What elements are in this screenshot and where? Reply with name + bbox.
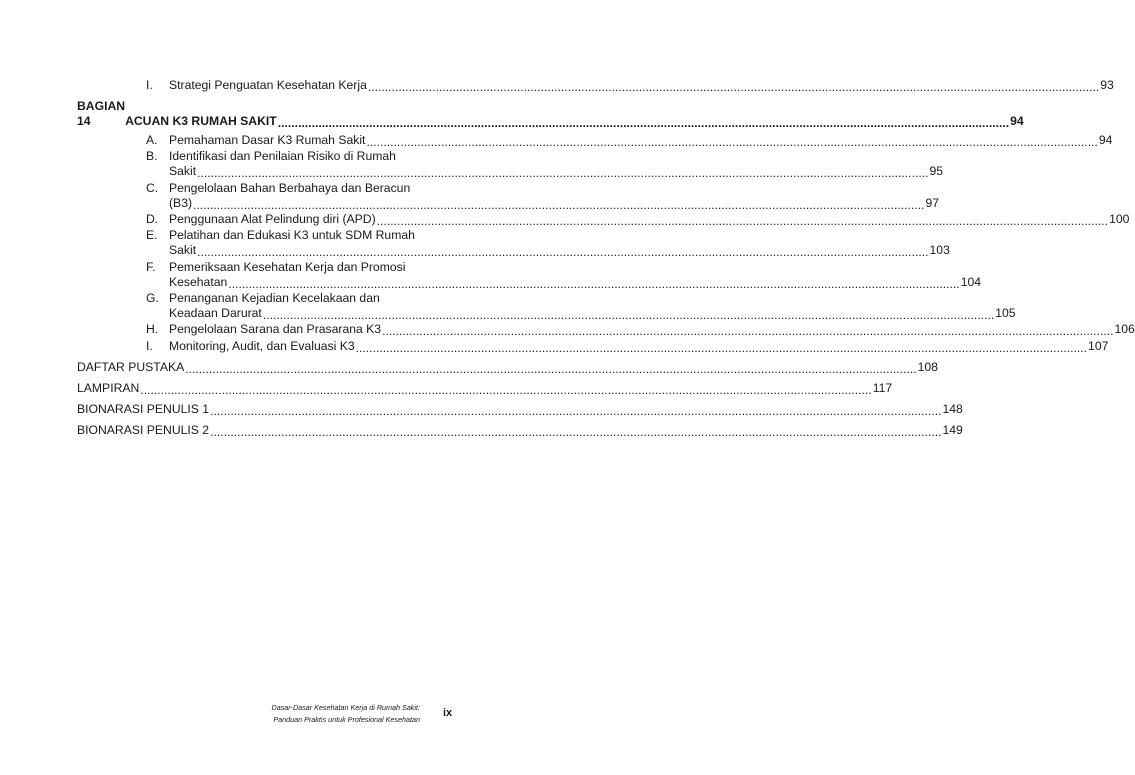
toc-subitem-label-line: Monitoring, Audit, dan Evaluasi K3 bbox=[169, 338, 355, 353]
toc-subitem-letter: F. bbox=[146, 259, 156, 274]
toc-subitem-label-line: Pemahaman Dasar K3 Rumah Sakit bbox=[169, 133, 366, 147]
leader-dots bbox=[368, 81, 1099, 93]
chapter-title: ACUAN K3 RUMAH SAKIT bbox=[125, 114, 277, 128]
toc-item-label: Strategi Penguatan Kesehatan Kerja bbox=[169, 78, 367, 92]
toc-subitem[interactable] bbox=[77, 291, 1016, 321]
toc-subitem-page: 94 bbox=[1098, 133, 1113, 147]
toc-subitem-label-line: Pengelolaan Sarana dan Prasarana K3 bbox=[169, 322, 382, 337]
leader-dots bbox=[193, 199, 924, 211]
leader-dots bbox=[366, 136, 1097, 148]
leader-dots bbox=[140, 384, 871, 396]
toc-item-letter: I. bbox=[146, 78, 153, 92]
table-of-contents bbox=[77, 78, 1135, 438]
toc-subitem[interactable] bbox=[77, 212, 1130, 227]
toc-subitem[interactable] bbox=[77, 322, 1135, 337]
leader-dots bbox=[210, 405, 941, 417]
leader-dots bbox=[382, 325, 1113, 337]
leader-dots bbox=[278, 117, 1009, 129]
footer-line-2: Panduan Praktis untuk Profesional Kesehatan bbox=[273, 715, 420, 724]
leader-dots bbox=[197, 246, 928, 258]
toc-subitem-page: 105 bbox=[995, 306, 1016, 321]
toc-subitem[interactable] bbox=[77, 133, 1113, 148]
toc-chapter-14[interactable] bbox=[77, 99, 1024, 129]
toc-subitem[interactable] bbox=[77, 180, 939, 211]
toc-back-item[interactable] bbox=[77, 401, 963, 417]
toc-back-matter bbox=[77, 359, 963, 438]
toc-subitem-page: 106 bbox=[1114, 322, 1135, 337]
toc-back-page: 117 bbox=[872, 380, 893, 395]
leader-dots bbox=[377, 215, 1108, 227]
toc-subitem-label-line: Penanganan Kejadian Kecelakaan dan bbox=[169, 291, 380, 306]
toc-back-label: BIONARASI PENULIS 1 bbox=[77, 401, 210, 416]
toc-back-item[interactable] bbox=[77, 422, 963, 438]
toc-subitem-label-line: Pemeriksaan Kesehatan Kerja dan Promosi bbox=[169, 259, 406, 274]
toc-subitem-page: 100 bbox=[1109, 212, 1130, 227]
page-number: ix bbox=[443, 707, 453, 719]
footer-line-1: Dasar-Dasar Kesehatan Kerja di Rumah Sakit: bbox=[271, 703, 420, 712]
toc-subitem[interactable] bbox=[77, 338, 1109, 354]
toc-back-label: DAFTAR PUSTAKA bbox=[77, 359, 185, 374]
toc-back-label: BIONARASI PENULIS 2 bbox=[77, 422, 210, 437]
toc-subitem-label-line: Kesehatan bbox=[169, 274, 228, 289]
toc-subitem-letter: B. bbox=[146, 149, 158, 164]
leader-dots bbox=[356, 342, 1087, 354]
toc-subitem[interactable] bbox=[77, 149, 944, 179]
toc-subitem-letter: I. bbox=[146, 338, 153, 353]
toc-back-page: 148 bbox=[942, 401, 963, 416]
toc-back-item[interactable] bbox=[77, 359, 938, 375]
toc-subitem-letter: A. bbox=[146, 133, 158, 147]
toc-subitem-letter: H. bbox=[146, 322, 159, 337]
toc-back-page: 108 bbox=[917, 359, 938, 374]
toc-subitem-label-line: Pelatihan dan Edukasi K3 untuk SDM Rumah bbox=[169, 228, 415, 243]
toc-subitem-label-line: Sakit bbox=[169, 243, 197, 258]
toc-subitem-letter: D. bbox=[146, 212, 159, 227]
toc-subitem-label-line: Identifikasi dan Penilaian Risiko di Rumah bbox=[169, 149, 396, 164]
leader-dots bbox=[197, 167, 928, 179]
toc-subitem-letter: G. bbox=[146, 291, 159, 306]
toc-subitem-letter: E. bbox=[146, 228, 158, 243]
toc-subitem[interactable] bbox=[77, 228, 950, 258]
leader-dots bbox=[210, 426, 941, 438]
toc-subitem-page: 107 bbox=[1088, 338, 1109, 353]
toc-subitem-label-line: Sakit bbox=[169, 164, 197, 179]
leader-dots bbox=[228, 278, 959, 290]
toc-back-page: 149 bbox=[942, 422, 963, 437]
toc-subitem-page: 103 bbox=[929, 243, 950, 258]
toc-back-label: LAMPIRAN bbox=[77, 380, 140, 395]
toc-subitem-page: 95 bbox=[929, 164, 944, 179]
toc-subitem-label-line: Penggunaan Alat Pelindung diri (APD) bbox=[169, 212, 376, 227]
leader-dots bbox=[263, 309, 994, 321]
toc-subitem-page: 104 bbox=[960, 274, 982, 289]
toc-item-page: 93 bbox=[1100, 78, 1114, 92]
toc-back-item[interactable] bbox=[77, 380, 893, 396]
running-footer bbox=[230, 702, 420, 726]
toc-subitem-page: 97 bbox=[925, 195, 939, 210]
chapter-page: 94 bbox=[1010, 114, 1024, 128]
chapter-number: BAGIAN 14 bbox=[77, 99, 126, 128]
toc-subitem-letter: C. bbox=[146, 180, 159, 195]
toc-subitem[interactable] bbox=[77, 259, 982, 290]
leader-dots bbox=[185, 363, 916, 375]
toc-subitem-label-line: Pengelolaan Bahan Berbahaya dan Beracun bbox=[169, 180, 411, 195]
toc-subitem-label-line: Keadaan Darurat bbox=[169, 306, 262, 321]
toc-item-strategi[interactable] bbox=[77, 78, 1114, 93]
toc-subitem-label-line: (B3) bbox=[169, 195, 193, 210]
toc-subitems bbox=[77, 133, 1135, 354]
